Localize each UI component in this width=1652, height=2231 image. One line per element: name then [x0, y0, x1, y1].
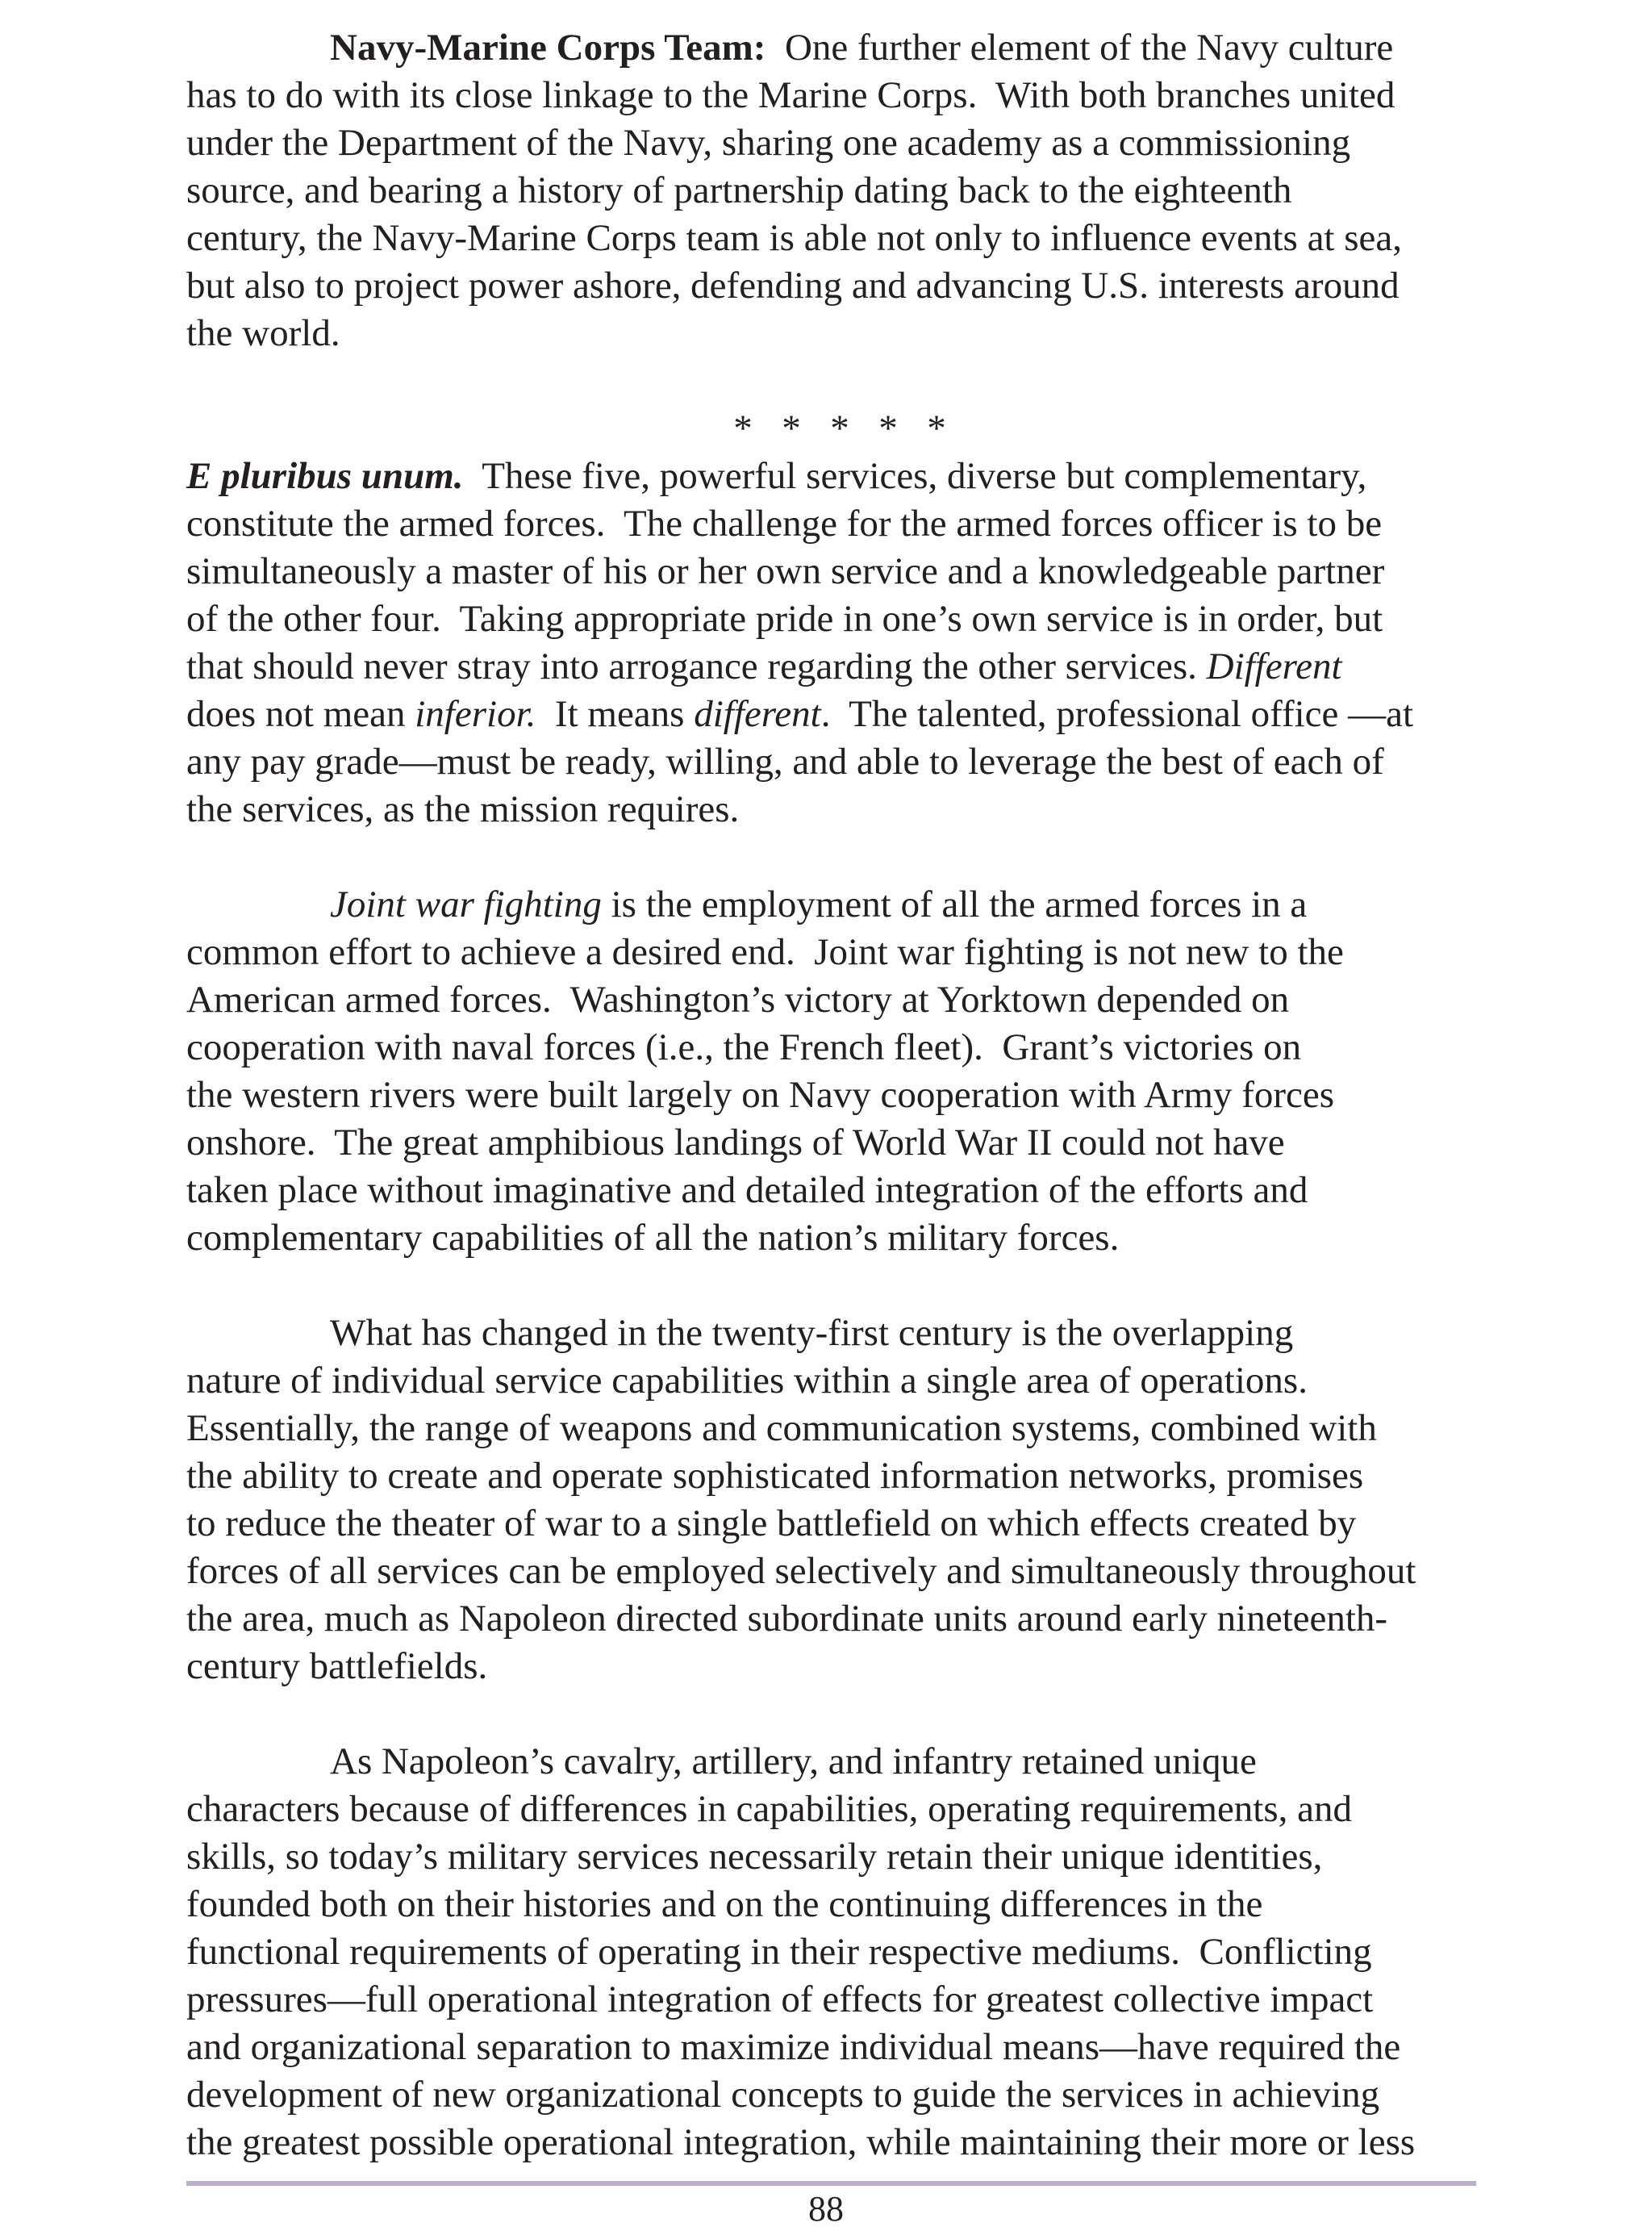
text-line: complementary capabilities of all the nation’s military forces. [186, 1217, 1120, 1259]
body-text [186, 24, 1477, 2166]
paragraph-gap [186, 357, 1477, 405]
text-line [186, 453, 1477, 500]
text-line: the world. [186, 312, 340, 354]
text-line: skills, so today’s military services necessarily retain their unique identities, [186, 1836, 1323, 1878]
text-line: nature of individual service capabilities within a single area of operations. [186, 1360, 1308, 1402]
text-line: Essentially, the range of weapons and communication systems, combined with [186, 1407, 1377, 1449]
separator-star: * [733, 407, 753, 449]
text-line: pressures—full operational integration of effects for greatest collective impact [186, 1978, 1374, 2020]
text-run: These five, powerful services, diverse but complementary, [482, 455, 1367, 497]
text-line [186, 24, 1477, 72]
footer-rule [186, 2181, 1476, 2186]
text-line: taken place without imaginative and detailed integration of the efforts and [186, 1169, 1308, 1211]
text-line: characters because of differences in capabilities, operating requirements, and [186, 1788, 1353, 1830]
text-line: but also to project power ashore, defending and advancing U.S. interests around [186, 265, 1400, 307]
text-line: the area, much as Napoleon directed subordinate units around early nineteenth- [186, 1598, 1388, 1640]
text-line: the greatest possible operational integration, while maintaining their more or less [186, 2121, 1416, 2163]
text-line: source, and bearing a history of partnership dating back to the eighteenth [186, 169, 1292, 211]
text-run: . The talented, professional office —at [820, 693, 1414, 735]
text-line: constitute the armed forces. The challenge for the armed forces officer is to be [186, 503, 1383, 545]
text-line: to reduce the theater of war to a single battlefield on which effects created by [186, 1502, 1357, 1544]
paragraph-gap [186, 1262, 1477, 1310]
text-run: does not mean [186, 693, 406, 735]
paragraph-twenty-first-century [186, 1310, 1477, 1690]
text-line: development of new organizational concepts to guide the services in achieving [186, 2074, 1380, 2116]
section-separator [186, 405, 1477, 453]
text-line: the ability to create and operate sophisticated information networks, promises [186, 1455, 1364, 1497]
paragraph-gap [186, 1690, 1477, 1738]
paragraph-e-pluribus-unum [186, 453, 1477, 833]
separator-star: * [878, 407, 898, 449]
text-line: forces of all services can be employed selectively and simultaneously throughout [186, 1550, 1416, 1592]
text-line: functional requirements of operating in their respective mediums. Conflicting [186, 1931, 1372, 1973]
separator-star: * [927, 407, 946, 449]
text-run: is the employment of all the armed forces in a [611, 884, 1308, 925]
emphasis: inferior. [415, 693, 536, 735]
text-line [186, 643, 1477, 691]
emphasis: Joint war fighting [330, 884, 602, 925]
emphasis: Different [1206, 645, 1342, 687]
text-line: has to do with its close linkage to the Marine Corps. With both branches united [186, 74, 1395, 116]
text-run: that should never stray into arrogance regarding the other services. [186, 645, 1197, 687]
paragraph-gap [186, 833, 1477, 881]
text-line: any pay grade—must be ready, willing, and able to leverage the best of each of [186, 741, 1384, 783]
page-number: 88 [808, 2189, 844, 2229]
text-line: the services, as the mission requires. [186, 788, 740, 830]
text-run: It means [554, 693, 685, 735]
emphasis: different [694, 693, 821, 735]
text-line: the western rivers were built largely on Navy cooperation with Army forces [186, 1074, 1335, 1116]
text-line: of the other four. Taking appropriate pride in one’s own service is in order, but [186, 598, 1383, 640]
run-in-heading: E pluribus unum. [186, 455, 464, 497]
text-line: and organizational separation to maximize individual means—have required the [186, 2026, 1401, 2068]
text-line [186, 881, 1477, 929]
text-line: century, the Navy-Marine Corps team is able not only to influence events at sea, [186, 217, 1403, 259]
separator-star: * [782, 407, 801, 449]
paragraph-navy-marine-corps [186, 24, 1477, 357]
text-line: What has changed in the twenty-first century is the overlapping [330, 1312, 1294, 1354]
text-line: century battlefields. [186, 1645, 488, 1687]
text-run: One further element of the Navy culture [784, 27, 1394, 69]
text-line: simultaneously a master of his or her own service and a knowledgeable partner [186, 550, 1385, 592]
text-line: cooperation with naval forces (i.e., the French fleet). Grant’s victories on [186, 1026, 1302, 1068]
run-in-heading: Navy-Marine Corps Team: [330, 27, 766, 69]
paragraph-joint-war-fighting [186, 881, 1477, 1262]
text-line: As Napoleon’s cavalry, artillery, and infantry retained unique [330, 1740, 1257, 1782]
separator-star: * [830, 407, 849, 449]
paragraph-napoleon-cavalry [186, 1738, 1477, 2166]
text-line: founded both on their histories and on the continuing differences in the [186, 1883, 1263, 1925]
text-line [186, 691, 1477, 738]
text-line: common effort to achieve a desired end. Joint war fighting is not new to the [186, 931, 1344, 973]
text-line: under the Department of the Navy, sharing one academy as a commissioning [186, 122, 1351, 164]
text-line: American armed forces. Washington’s victory at Yorktown depended on [186, 979, 1290, 1021]
text-line: onshore. The great amphibious landings of World War II could not have [186, 1122, 1285, 1164]
